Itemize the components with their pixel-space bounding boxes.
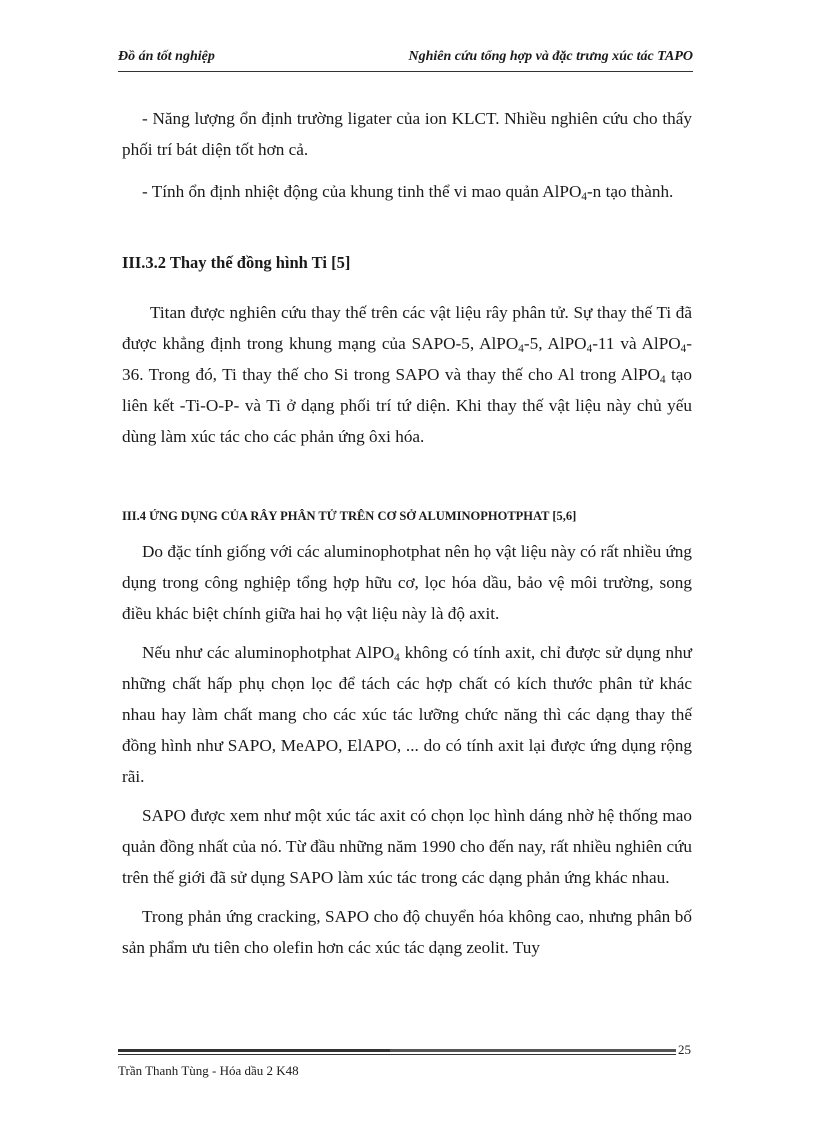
running-header [118, 49, 693, 65]
header-right-title: Nghiên cứu tổng hợp và đặc trưng xúc tác TAPO [408, 49, 693, 64]
section-34-heading: III.4 ỨNG DỤNG CỦA RÂY PHÂN TỬ TRÊN CƠ SỞ ALUMINOPHOTPHAT [5,6] [122, 509, 577, 523]
section-34-paragraph-3: SAPO được xem như một xúc tác axit có chọn lọc hình dáng nhờ hệ thống mao quản đồng nhất của nó. Từ đầu những năm 1990 cho đến nay, rất nhiều nghiên cứu trên thế giới đã sử dụng SAPO làm xúc tác trong các dạng phản ứng khác nhau. [122, 806, 692, 887]
footer-rule-shade [390, 1049, 676, 1052]
footer-author: Trần Thanh Tùng - Hóa dầu 2 K48 [118, 1063, 299, 1078]
page-number: 25 [678, 1042, 691, 1057]
intro-block [122, 103, 692, 207]
section-34-paragraph-4: Trong phản ứng cracking, SAPO cho độ chuyển hóa không cao, nhưng phân bố sản phẩm ưu tiên cho olefin hơn các xúc tác dạng zeolit. Tuy [122, 907, 692, 957]
header-left-title: Đồ án tốt nghiệp [118, 49, 215, 64]
section-34-body [122, 536, 692, 963]
section-34-paragraph-1: Do đặc tính giống với các aluminophotphat nên họ vật liệu này có rất nhiều ứng dụng trong công nghiệp tổng hợp hữu cơ, lọc hóa dầu, bảo vệ môi trường, song điều khác biệt chính giữa hai họ vật liệu này là độ axit. [122, 542, 692, 623]
section-34-paragraph-2: Nếu như các aluminophotphat AlPO$_4$ không có tính axit, chỉ được sử dụng như những chất hấp phụ chọn lọc để tách các hợp chất có kích thước phân tử khác nhau hay làm chất mang cho các xúc tác lưỡng chức năng thì các dạng thay thế đồng hình như SAPO, MeAPO, ElAPO, ... do có tính axit lại được ứng dụng rộng rãi. [122, 643, 692, 786]
intro-item-2: - Tính ổn định nhiệt động của khung tinh thể vi mao quản AlPO$_4$-n tạo thành. [142, 182, 674, 203]
header-rule [118, 71, 693, 72]
section-332-heading: III.3.2 Thay thế đồng hình Ti [5] [122, 253, 351, 272]
section-332-paragraph: Titan được nghiên cứu thay thế trên các vật liệu rây phân tử. Sự thay thế Ti đã được khẳng định trong khung mạng của SAPO-5, AlPO$_4$-5, AlPO$_4$-11 và AlPO$_4$-36. Trong đó, Ti thay thế cho Si trong SAPO và thay thế cho Al trong AlPO$_4$ tạo liên kết -Ti-O-P- và Ti ở dạng phối trí tứ diện. Khi thay thế vật liệu này chủ yếu dùng làm xúc tác cho các phản ứng ôxi hóa. [122, 303, 693, 446]
section-332-body [122, 297, 692, 452]
intro-item-1: - Năng lượng ổn định trường ligater của ion KLCT. Nhiều nghiên cứu cho thấy phối trí bát diện tốt hơn cả. [122, 109, 692, 159]
